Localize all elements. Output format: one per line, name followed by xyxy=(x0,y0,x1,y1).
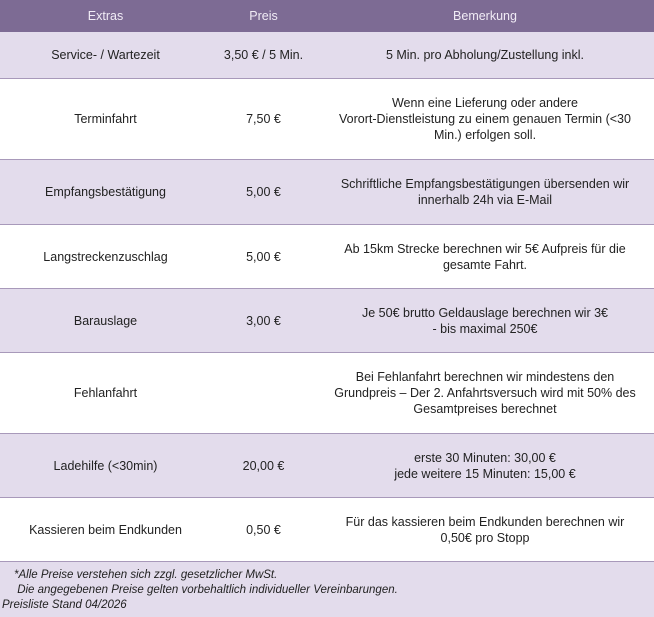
price-cell: 3,50 € / 5 Min. xyxy=(211,32,316,79)
remark-cell: Schriftliche Empfangsbestätigungen übersenden wir innerhalb 24h via E-Mail xyxy=(316,160,654,225)
table-row xyxy=(0,289,654,353)
extra-cell: Terminfahrt xyxy=(0,79,211,160)
footnote-price-list-date: Preisliste Stand 04/2026 xyxy=(2,599,127,611)
header-row xyxy=(0,0,654,32)
price-cell: 5,00 € xyxy=(211,225,316,289)
remark-cell: Wenn eine Lieferung oder andere Vorort-Dienstleistung zu einem genauen Termin (<30 Min.) erfolgen soll. xyxy=(316,79,654,160)
extra-cell: Kassieren beim Endkunden xyxy=(0,498,211,562)
extra-cell: Service- / Wartezeit xyxy=(0,32,211,79)
footnotes xyxy=(0,562,654,617)
price-cell: 0,50 € xyxy=(211,498,316,562)
table-row xyxy=(0,498,654,562)
price-cell: 3,00 € xyxy=(211,289,316,353)
extra-cell: Barauslage xyxy=(0,289,211,353)
footnote-individual-agreements: Die angegebenen Preise gelten vorbehaltlich individueller Vereinbarungen. xyxy=(14,584,398,596)
price-cell: 5,00 € xyxy=(211,160,316,225)
header-extras: Extras xyxy=(0,0,211,32)
price-cell: 7,50 € xyxy=(211,79,316,160)
footnote-vat: *Alle Preise verstehen sich zzgl. gesetzlicher MwSt. xyxy=(14,569,278,581)
extra-cell: Empfangsbestätigung xyxy=(0,160,211,225)
remark-cell: Für das kassieren beim Endkunden berechnen wir 0,50€ pro Stopp xyxy=(316,498,654,562)
extra-cell: Fehlanfahrt xyxy=(0,353,211,434)
header-price: Preis xyxy=(211,0,316,32)
table-row xyxy=(0,353,654,434)
header-remark: Bemerkung xyxy=(316,0,654,32)
remark-cell: erste 30 Minuten: 30,00 € jede weitere 15 Minuten: 15,00 € xyxy=(316,434,654,498)
table-row xyxy=(0,79,654,160)
price-cell xyxy=(211,353,316,434)
remark-cell: 5 Min. pro Abholung/Zustellung inkl. xyxy=(316,32,654,79)
table-body xyxy=(0,32,654,562)
remark-cell: Ab 15km Strecke berechnen wir 5€ Aufpreis für die gesamte Fahrt. xyxy=(316,225,654,289)
remark-cell: Je 50€ brutto Geldauslage berechnen wir 3€ - bis maximal 250€ xyxy=(316,289,654,353)
table-row xyxy=(0,225,654,289)
table-row xyxy=(0,160,654,225)
table-row xyxy=(0,434,654,498)
remark-cell: Bei Fehlanfahrt berechnen wir mindestens den Grundpreis – Der 2. Anfahrtsversuch wird mit 50% des Gesamtpreises berechnet xyxy=(316,353,654,434)
table-header xyxy=(0,0,654,32)
extra-cell: Ladehilfe (<30min) xyxy=(0,434,211,498)
price-cell: 20,00 € xyxy=(211,434,316,498)
table-row xyxy=(0,32,654,79)
extra-cell: Langstreckenzuschlag xyxy=(0,225,211,289)
